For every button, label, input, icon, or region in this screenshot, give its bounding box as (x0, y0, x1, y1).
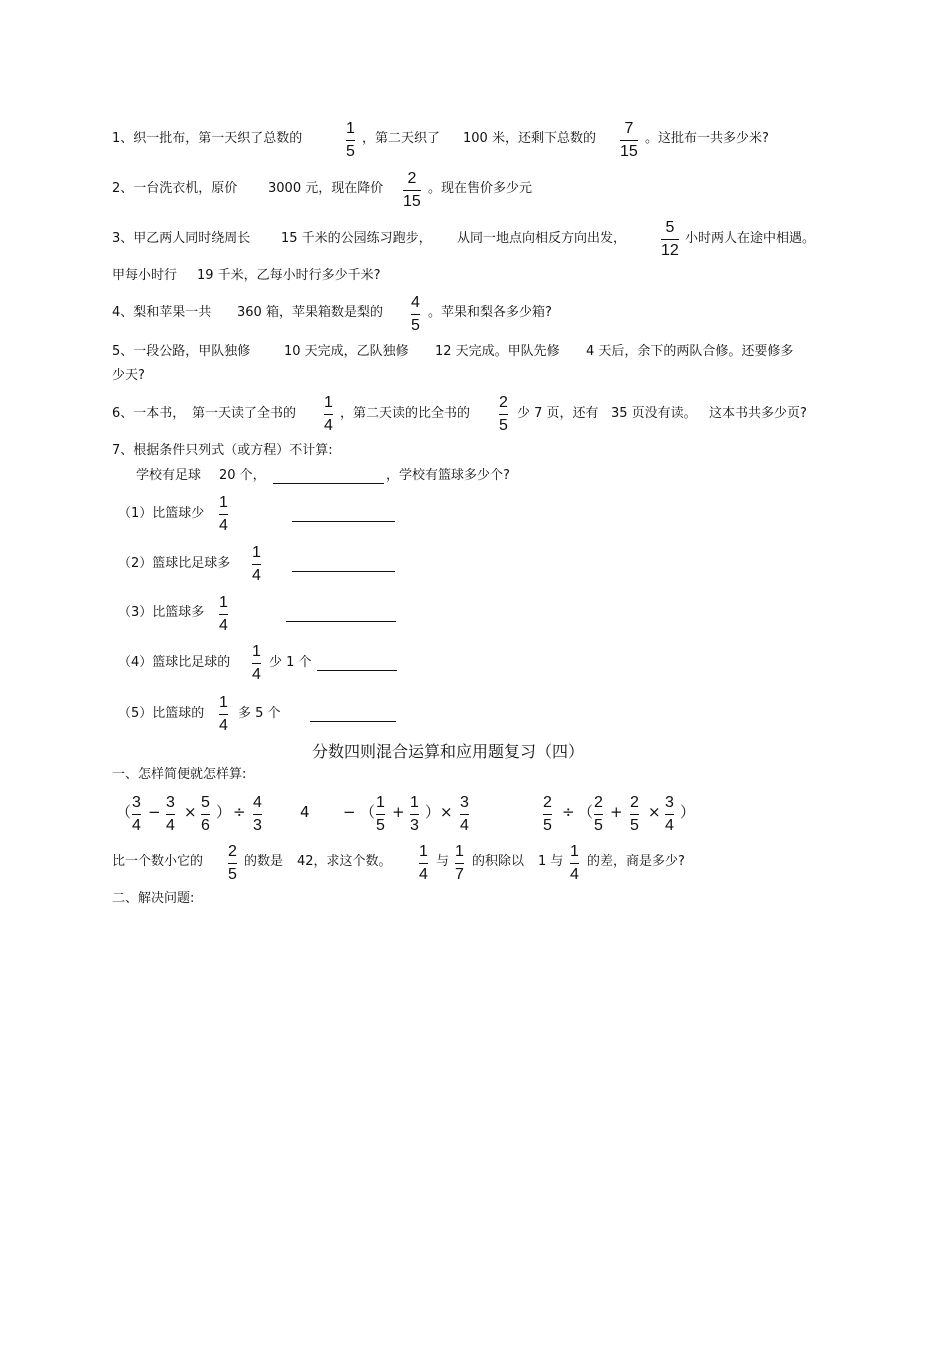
expr1-times: × (184, 803, 197, 821)
expr3-divide: ÷ (562, 803, 575, 821)
q7-premise-b: 20 个， (219, 468, 266, 483)
expr1-fraction-2: 3 4 (166, 794, 175, 834)
expr2-fraction-1: 1 5 (376, 794, 385, 834)
expr2-right-paren: ） (425, 803, 441, 821)
q6-text-a: 6、一本书， (112, 406, 186, 421)
q7-item-2-label: （2）篮球比足球多 (118, 556, 231, 571)
q7-item-4-blank[interactable] (317, 670, 397, 671)
expr2-plus: + (392, 803, 405, 821)
q1-fraction-2: 7 15 (620, 120, 638, 160)
part1-heading: 一、怎样简便就怎样算: (112, 767, 247, 782)
expr2-fraction-2: 1 3 (410, 794, 419, 834)
word1-text-a: 比一个数小它的 (112, 854, 204, 869)
word2-fraction-2: 1 7 (455, 843, 464, 883)
word2-fraction-1: 1 4 (419, 843, 428, 883)
q1-text-b: ，第二天织了 (362, 131, 441, 146)
expr1-left-paren: （ (116, 803, 132, 821)
q3-text-b: 15 千米的公园练习跑步， (281, 231, 432, 246)
word2-text-a: 与 (436, 854, 450, 869)
q6-text-h: 这本书共多少页? (709, 406, 807, 421)
expr3-fraction-2: 2 5 (594, 794, 603, 834)
expr2-times: × (440, 803, 453, 821)
q2-text-b: 3000 元，现在降价 (268, 181, 384, 196)
expr2-number: 4 (300, 803, 310, 821)
q7-item-1-label: （1）比篮球少 (118, 506, 205, 521)
q7-item-4-tail: 少 1 个 (269, 655, 312, 670)
q1-fraction-1: 1 5 (346, 120, 355, 160)
q5-text-b: 10 天完成，乙队独修 (284, 344, 409, 359)
q3-text-e: 小时两人在途中相遇。 (685, 231, 816, 246)
q7-item-5-blank[interactable] (310, 721, 396, 722)
expr2-minus: − (343, 803, 356, 821)
word2-fraction-3: 1 4 (570, 843, 579, 883)
expr1-minus: − (148, 803, 161, 821)
q4-text-b: 360 箱，苹果箱数是梨的 (237, 305, 383, 320)
expr3-right-paren: ） (680, 803, 696, 821)
expr3-plus: + (610, 803, 623, 821)
q1-text-a: 1、织一批布，第一天织了总数的 (112, 131, 303, 146)
expr1-fraction-4: 4 3 (253, 794, 262, 834)
q3-line2-b: 19 千米，乙每小时行多少千米? (197, 268, 381, 283)
q7-item-1-blank[interactable] (292, 521, 395, 522)
q7-item-1-fraction: 1 4 (219, 494, 228, 534)
expr1-right-paren: ） (216, 803, 232, 821)
q6-text-g: 35 页没有读。 (611, 406, 697, 421)
expr2-fraction-3: 3 4 (460, 794, 469, 834)
q7-item-3-fraction: 1 4 (219, 594, 228, 634)
q6-text-c: ，第二天读的比全书的 (340, 406, 471, 421)
q7-item-5-tail: 多 5 个 (238, 706, 281, 721)
expr3-fraction-4: 3 4 (665, 794, 674, 834)
q6-fraction-2: 2 5 (499, 394, 508, 434)
q7-title: 7、根据条件只列式（或方程）不计算: (112, 443, 333, 458)
word2-text-c: 1 与 (538, 854, 564, 869)
q4-fraction: 4 5 (411, 294, 420, 334)
q2-fraction: 2 15 (403, 170, 421, 210)
q3-text-c: 从同一地点向相反方向出发， (457, 231, 627, 246)
section-title: 分数四则混合运算和应用题复习（四） (312, 742, 585, 761)
q2-text-a: 2、一台洗衣机，原价 (112, 181, 238, 196)
q7-item-2-blank[interactable] (292, 571, 395, 572)
word2-text-b: 的积除以 (472, 854, 525, 869)
q6-text-e: 少 7 页，还有 (517, 406, 599, 421)
part2-heading: 二、解决问题: (112, 891, 195, 906)
q7-premise-a: 学校有足球 (136, 468, 202, 483)
q7-premise-blank[interactable] (273, 483, 384, 484)
q7-item-4-label: （4）篮球比足球的 (118, 655, 231, 670)
q4-text-a: 4、梨和苹果一共 (112, 305, 212, 320)
q7-premise-c: ，学校有篮球多少个? (386, 468, 510, 483)
q3-line2-a: 甲每小时行 (112, 268, 178, 283)
q5-text-d: 4 天后，余下的两队合修。还要修多 (586, 344, 794, 359)
q5-text-a: 5、一段公路，甲队独修 (112, 344, 251, 359)
q1-text-e: 。这批布一共多少米? (645, 131, 769, 146)
word2-text-d: 的差，商是多少? (587, 854, 685, 869)
q7-item-5-fraction: 1 4 (219, 694, 228, 734)
q1-text-c: 100 米，还剩下总数的 (463, 131, 596, 146)
expr3-times: × (648, 803, 661, 821)
word1-text-b: 的数是 (244, 854, 284, 869)
expr1-divide: ÷ (233, 803, 246, 821)
expr1-fraction-1: 3 4 (132, 794, 141, 834)
q7-item-2-fraction: 1 4 (252, 544, 261, 584)
q7-item-3-blank[interactable] (286, 621, 396, 622)
expr3-fraction-1: 2 5 (543, 794, 552, 834)
q4-text-c: 。苹果和梨各多少箱? (428, 305, 552, 320)
q6-fraction-1: 1 4 (324, 394, 333, 434)
q6-text-b: 第一天读了全书的 (192, 406, 297, 421)
q3-text-a: 3、甲乙两人同时绕周长 (112, 231, 251, 246)
expr3-left-paren: （ (578, 803, 594, 821)
q5-line2: 少天? (112, 368, 145, 383)
q7-item-3-label: （3）比篮球多 (118, 605, 205, 620)
expr3-fraction-3: 2 5 (630, 794, 639, 834)
q7-item-4-fraction: 1 4 (252, 643, 261, 683)
word1-text-c: 42，求这个数。 (297, 854, 392, 869)
q3-fraction: 5 12 (661, 219, 679, 259)
word1-fraction: 2 5 (228, 843, 237, 883)
expr2-left-paren: （ (360, 803, 376, 821)
expr1-fraction-3: 5 6 (201, 794, 210, 834)
q5-text-c: 12 天完成。甲队先修 (435, 344, 560, 359)
q7-item-5-label: （5）比篮球的 (118, 706, 205, 721)
q2-text-c: 。现在售价多少元 (428, 181, 533, 196)
